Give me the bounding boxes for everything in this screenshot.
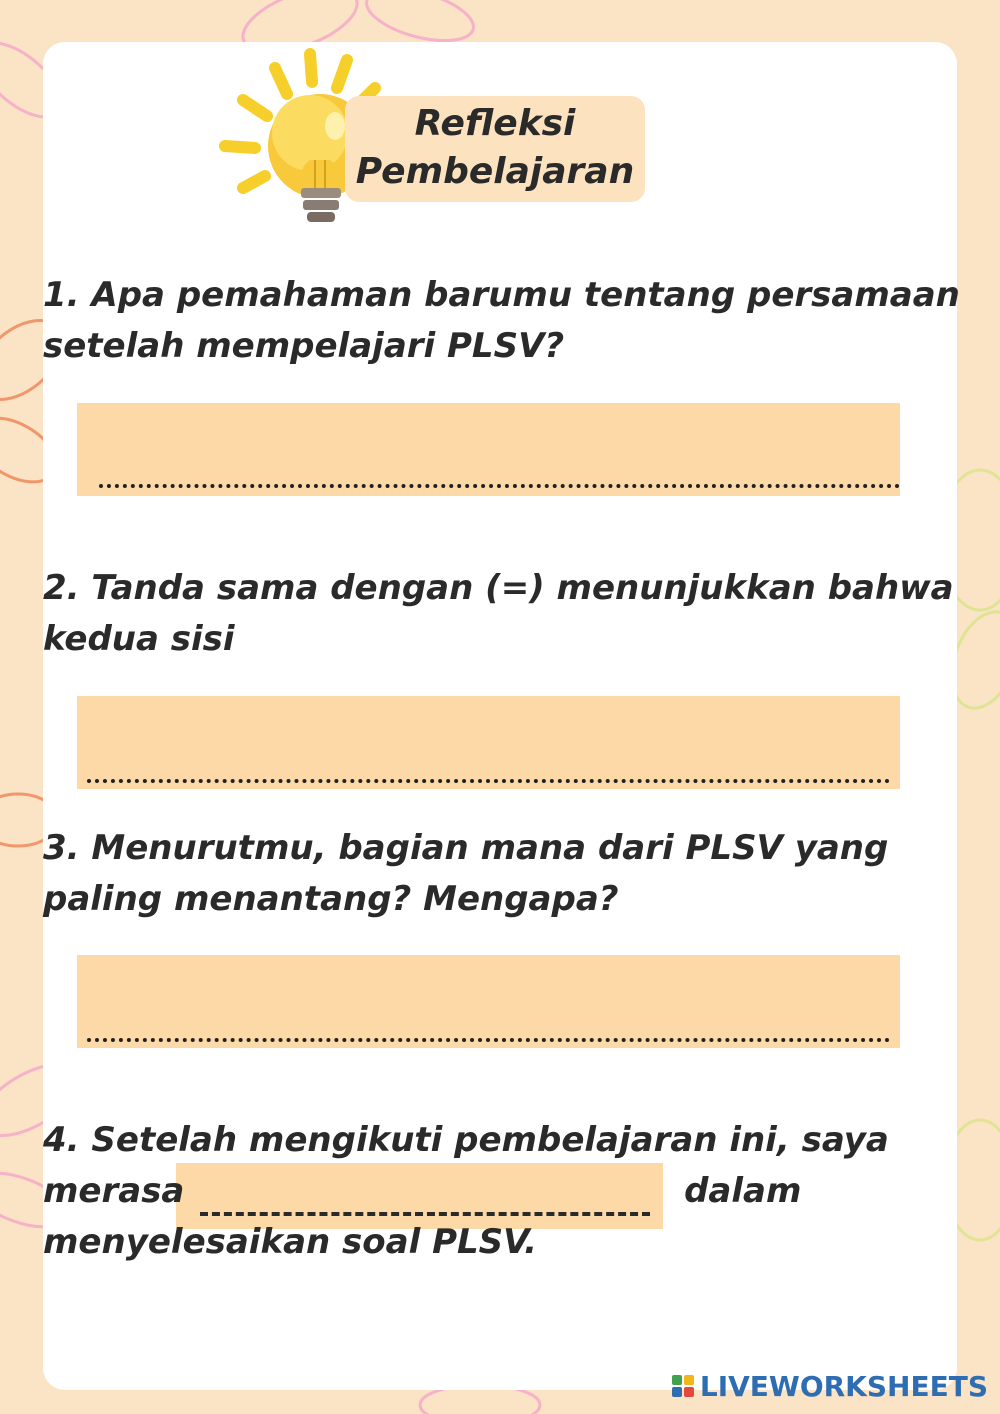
- dotted-line: [87, 779, 890, 783]
- question-4-line-2: [43, 1166, 963, 1217]
- title-line-1: Refleksi: [414, 103, 576, 144]
- question-4-line-3: menyelesaikan soal PLSV.: [43, 1222, 538, 1262]
- question-4: [43, 1115, 963, 1268]
- title-section: [215, 48, 655, 238]
- answer-box-2[interactable]: [77, 696, 900, 789]
- brand-name: LIVEWORKSHEETS: [699, 1369, 988, 1403]
- question-3-line-1: 3. Menurutmu, bagian mana dari PLSV yang: [43, 828, 889, 868]
- title-line-2: Pembelajaran: [355, 151, 635, 192]
- question-3-line-2: paling menantang? Mengapa?: [43, 879, 619, 919]
- question-4-line-1: 4. Setelah mengikuti pembelajaran ini, saya: [43, 1120, 889, 1160]
- liveworksheets-logo: [672, 1370, 988, 1402]
- answer-box-3[interactable]: [77, 955, 900, 1048]
- question-1: [43, 270, 963, 372]
- liveworksheets-icon: [672, 1375, 694, 1397]
- dotted-line: [99, 484, 900, 488]
- answer-input-2[interactable]: [77, 696, 900, 789]
- page-title: [345, 100, 645, 196]
- question-4-suffix: dalam: [684, 1171, 802, 1211]
- answer-input-1[interactable]: [77, 403, 900, 496]
- question-2: [43, 563, 963, 665]
- answer-input-3[interactable]: [77, 955, 900, 1048]
- question-3: [43, 823, 963, 925]
- dotted-line: [87, 1038, 890, 1042]
- answer-box-1[interactable]: [77, 403, 900, 496]
- question-4-prefix: merasa: [43, 1171, 185, 1211]
- question-2-line-2: kedua sisi: [43, 619, 235, 659]
- question-2-line-1: 2. Tanda sama dengan (=) menunjukkan bahwa: [43, 568, 954, 608]
- question-1-line-1: 1. Apa pemahaman barumu tentang persamaan: [43, 275, 960, 315]
- question-1-line-2: setelah mempelajari PLSV?: [43, 326, 565, 366]
